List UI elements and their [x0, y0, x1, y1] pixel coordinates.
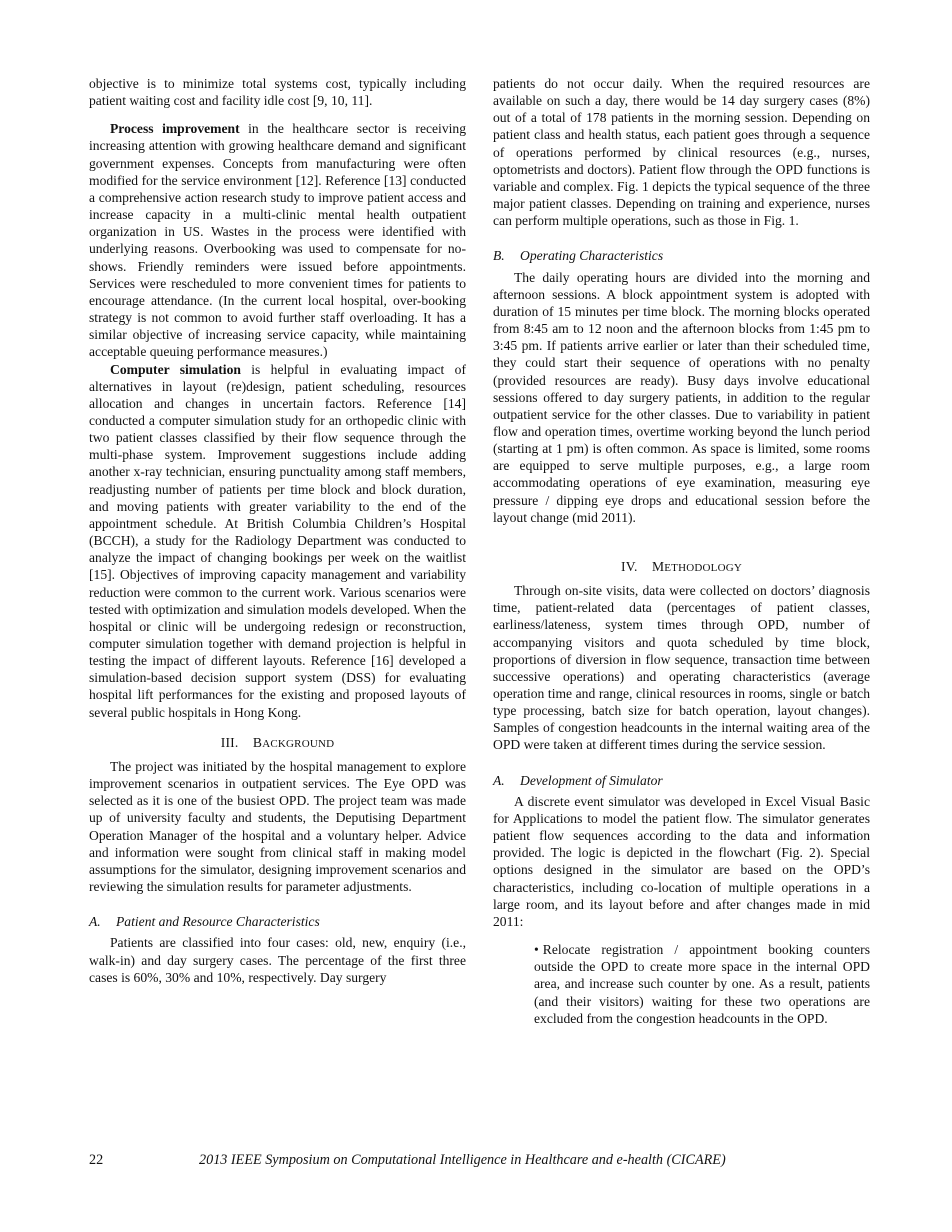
bullet-item: [534, 941, 870, 1027]
section-heading-methodology: [493, 558, 870, 577]
computer-simulation-term: Computer simulation: [110, 361, 241, 377]
process-improvement-paragraph: [89, 120, 466, 360]
conference-name: 2013 IEEE Symposium on Computational Intelligence in Healthcare and e-health (CICARE): [199, 1152, 726, 1168]
subsection-label: B.: [493, 248, 505, 264]
continuation-paragraph: patients do not occur daily. When the required resources are available on such a day, there would be 14 day surgery cases (8%) out of a total of 178 patients in the morning session. Depending on patient class and health status, each patient goes through a sequence of operations performed by clinical resources (e.g., nurses, optometrists and doctors). Patient flow through the OPD functions is variable and complex. Fig. 1 depicts the typical sequence of the three major patient classes. Depending on training and experience, nurses can perform multiple operations, such as those in Fig. 1.: [493, 76, 870, 229]
page-footer: [0, 1152, 952, 1172]
subsection-label: A.: [89, 914, 101, 930]
section-title-rest: ACKGROUND: [262, 737, 335, 750]
subsection-label: A.: [493, 772, 505, 788]
subsection-title: Operating Characteristics: [520, 248, 664, 264]
background-paragraph: The project was initiated by the hospital management to explore improvement scenarios in outpatient services. The Eye OPD was selected as it is one of the busiest OPD. The project team was made up of university faculty and students, the Deputising Department Operation Manager of the hospital and a voluntary helper. Advice and information were sought from clinical staff in making model assumptions for the simulator, designing improvement scenarios and reviewing the simulation results for parameter adjustments.: [89, 758, 466, 895]
subsection-heading-patient-resource: [89, 913, 466, 930]
subsection-title: Patient and Resource Characteristics: [116, 914, 320, 930]
right-column: [493, 75, 870, 1027]
section-title-rest: ETHODOLOGY: [664, 561, 743, 574]
left-column: [89, 75, 466, 986]
methodology-paragraph: Through on-site visits, data were collected on doctors’ diagnosis time, patient-related data (percentages of patient classes, earliness/lateness, system times through OPD, number of accompanying visitors and quota scheduled by time block, proportions of diversion in flow sequence, transaction time between successive operations) and operating characteristics (average operation time and range, clinical resources in rooms, single or batch type processing, batch size for batch operation, layout changes). Samples of congestion headcounts in the internal waiting area of the OPD were taken at different times during the service session.: [493, 583, 870, 753]
process-improvement-text: in the healthcare sector is receiving increasing attention with growing healthcare demand and significant government expenses. Concepts from manufacturing were often modified for the service environment [12]. Reference [13] conducted a comprehensive action research study to improve patient access and increase capacity in a multi-clinic mental health outpatient organization in US. Wastes in the process were identified with underlying reasons. Overbooking was used to compensate for no-shows. Friendly reminders were issued before appointments. Services were rescheduled to more convenient times for patients to encourage attendance. (In the current local hospital, over-booking strategy is not common to avoid further staff overloading. It has a similar objective of increasing service capacity, while maintaining acceptable queuing performance measures.): [89, 121, 466, 360]
section-heading-background: [89, 734, 466, 753]
section-title-initial: B: [252, 734, 263, 750]
subsection-heading-operating: [493, 247, 870, 264]
bullet-icon: •: [534, 942, 539, 958]
section-title-initial: M: [651, 558, 665, 574]
section-number: III.: [220, 734, 239, 750]
simulator-paragraph: A discrete event simulator was developed in Excel Visual Basic for Applications to model the patient flow. The simulator generates patient flow sequences according to the data and information provided. The logic is depicted in the flowchart (Fig. 2). Special options designed in the simulator are based on the OPD’s characteristics, including co-location of multiple operations in a large room, and its layout before and after changes made in mid 2011:: [493, 793, 870, 929]
process-improvement-term: Process improvement: [110, 121, 240, 137]
page-number: 22: [89, 1152, 104, 1168]
computer-simulation-paragraph: [89, 361, 466, 721]
subsection-heading-simulator: [493, 772, 870, 789]
computer-simulation-text: is helpful in evaluating impact of alternatives in layout (re)design, patient scheduling, resources allocation and changes in uncertain factors. Reference [14] conducted a computer simulation study for an orthopedic clinic with two patient classes classified by their flow sequence through the multi-phase system. Improvement suggestions include adding another x-ray technician, ensuring punctuality among staff members, readjusting number of patients per time block and block duration, and moving patients with greater variability to the end of the appointment schedule. At British Columbia Children’s Hospital (BCCH), a study for the Radiology Department was conducted to analyze the impact of changing bookings per week on the waitlist [15]. Objectives of improving capacity management and variability reduction were common to the current work. Various scenarios were tested with optimization and simulation models developed. When the hospital or clinic will be undergoing redesign or reconstruction, computer simulation together with demand projection is helpful in testing the impact of different layouts. Reference [16] developed a simulation-based decision support system (DSS) for evaluating hospital lift performances for the existing and proposed layouts of several public hospitals in Hong Kong.: [89, 361, 466, 720]
patients-paragraph: Patients are classified into four cases: old, new, enquiry (i.e., walk-in) and day surgery cases. The percentage of the first three cases is 60%, 30% and 10%, respectively. Day surgery: [89, 935, 466, 985]
bullet-text: Relocate registration / appointment booking counters outside the OPD to create more space in the internal OPD area, and increase such counter by one. As a result, patients (and their visitors) waiting for these two operations are excluded from the congestion headcounts in the OPD.: [534, 942, 870, 1026]
section-number: IV.: [620, 558, 638, 574]
subsection-title: Development of Simulator: [520, 772, 663, 788]
operating-paragraph: The daily operating hours are divided into the morning and afternoon sessions. A block appointment system is adopted with duration of 15 minutes per time block. The morning blocks operated from 8:45 am to 12 noon and the afternoon blocks from 1:45 pm to 3:45 pm. If patients arrive earlier or later than their scheduled time, they could start their sequence of operations with no penalty (provided resources are ready). Busy days involve educational sessions offered to day surgery patients, in addition to the regular outpatient service for the other classes. Due to variability in patient flow and operation times, overtime working beyond the lunch period (starting at 1 pm) is often common. As space is limited, some rooms are equipped to serve multiple purposes, e.g., a large room accommodating operations of eye examination, measuring eye pressure / dipping eye drops and educational session before the layout change (mid 2011).: [493, 269, 870, 525]
intro-paragraph: objective is to minimize total systems cost, typically including patient waiting cost and facility idle cost [9, 10, 11].: [89, 76, 466, 109]
